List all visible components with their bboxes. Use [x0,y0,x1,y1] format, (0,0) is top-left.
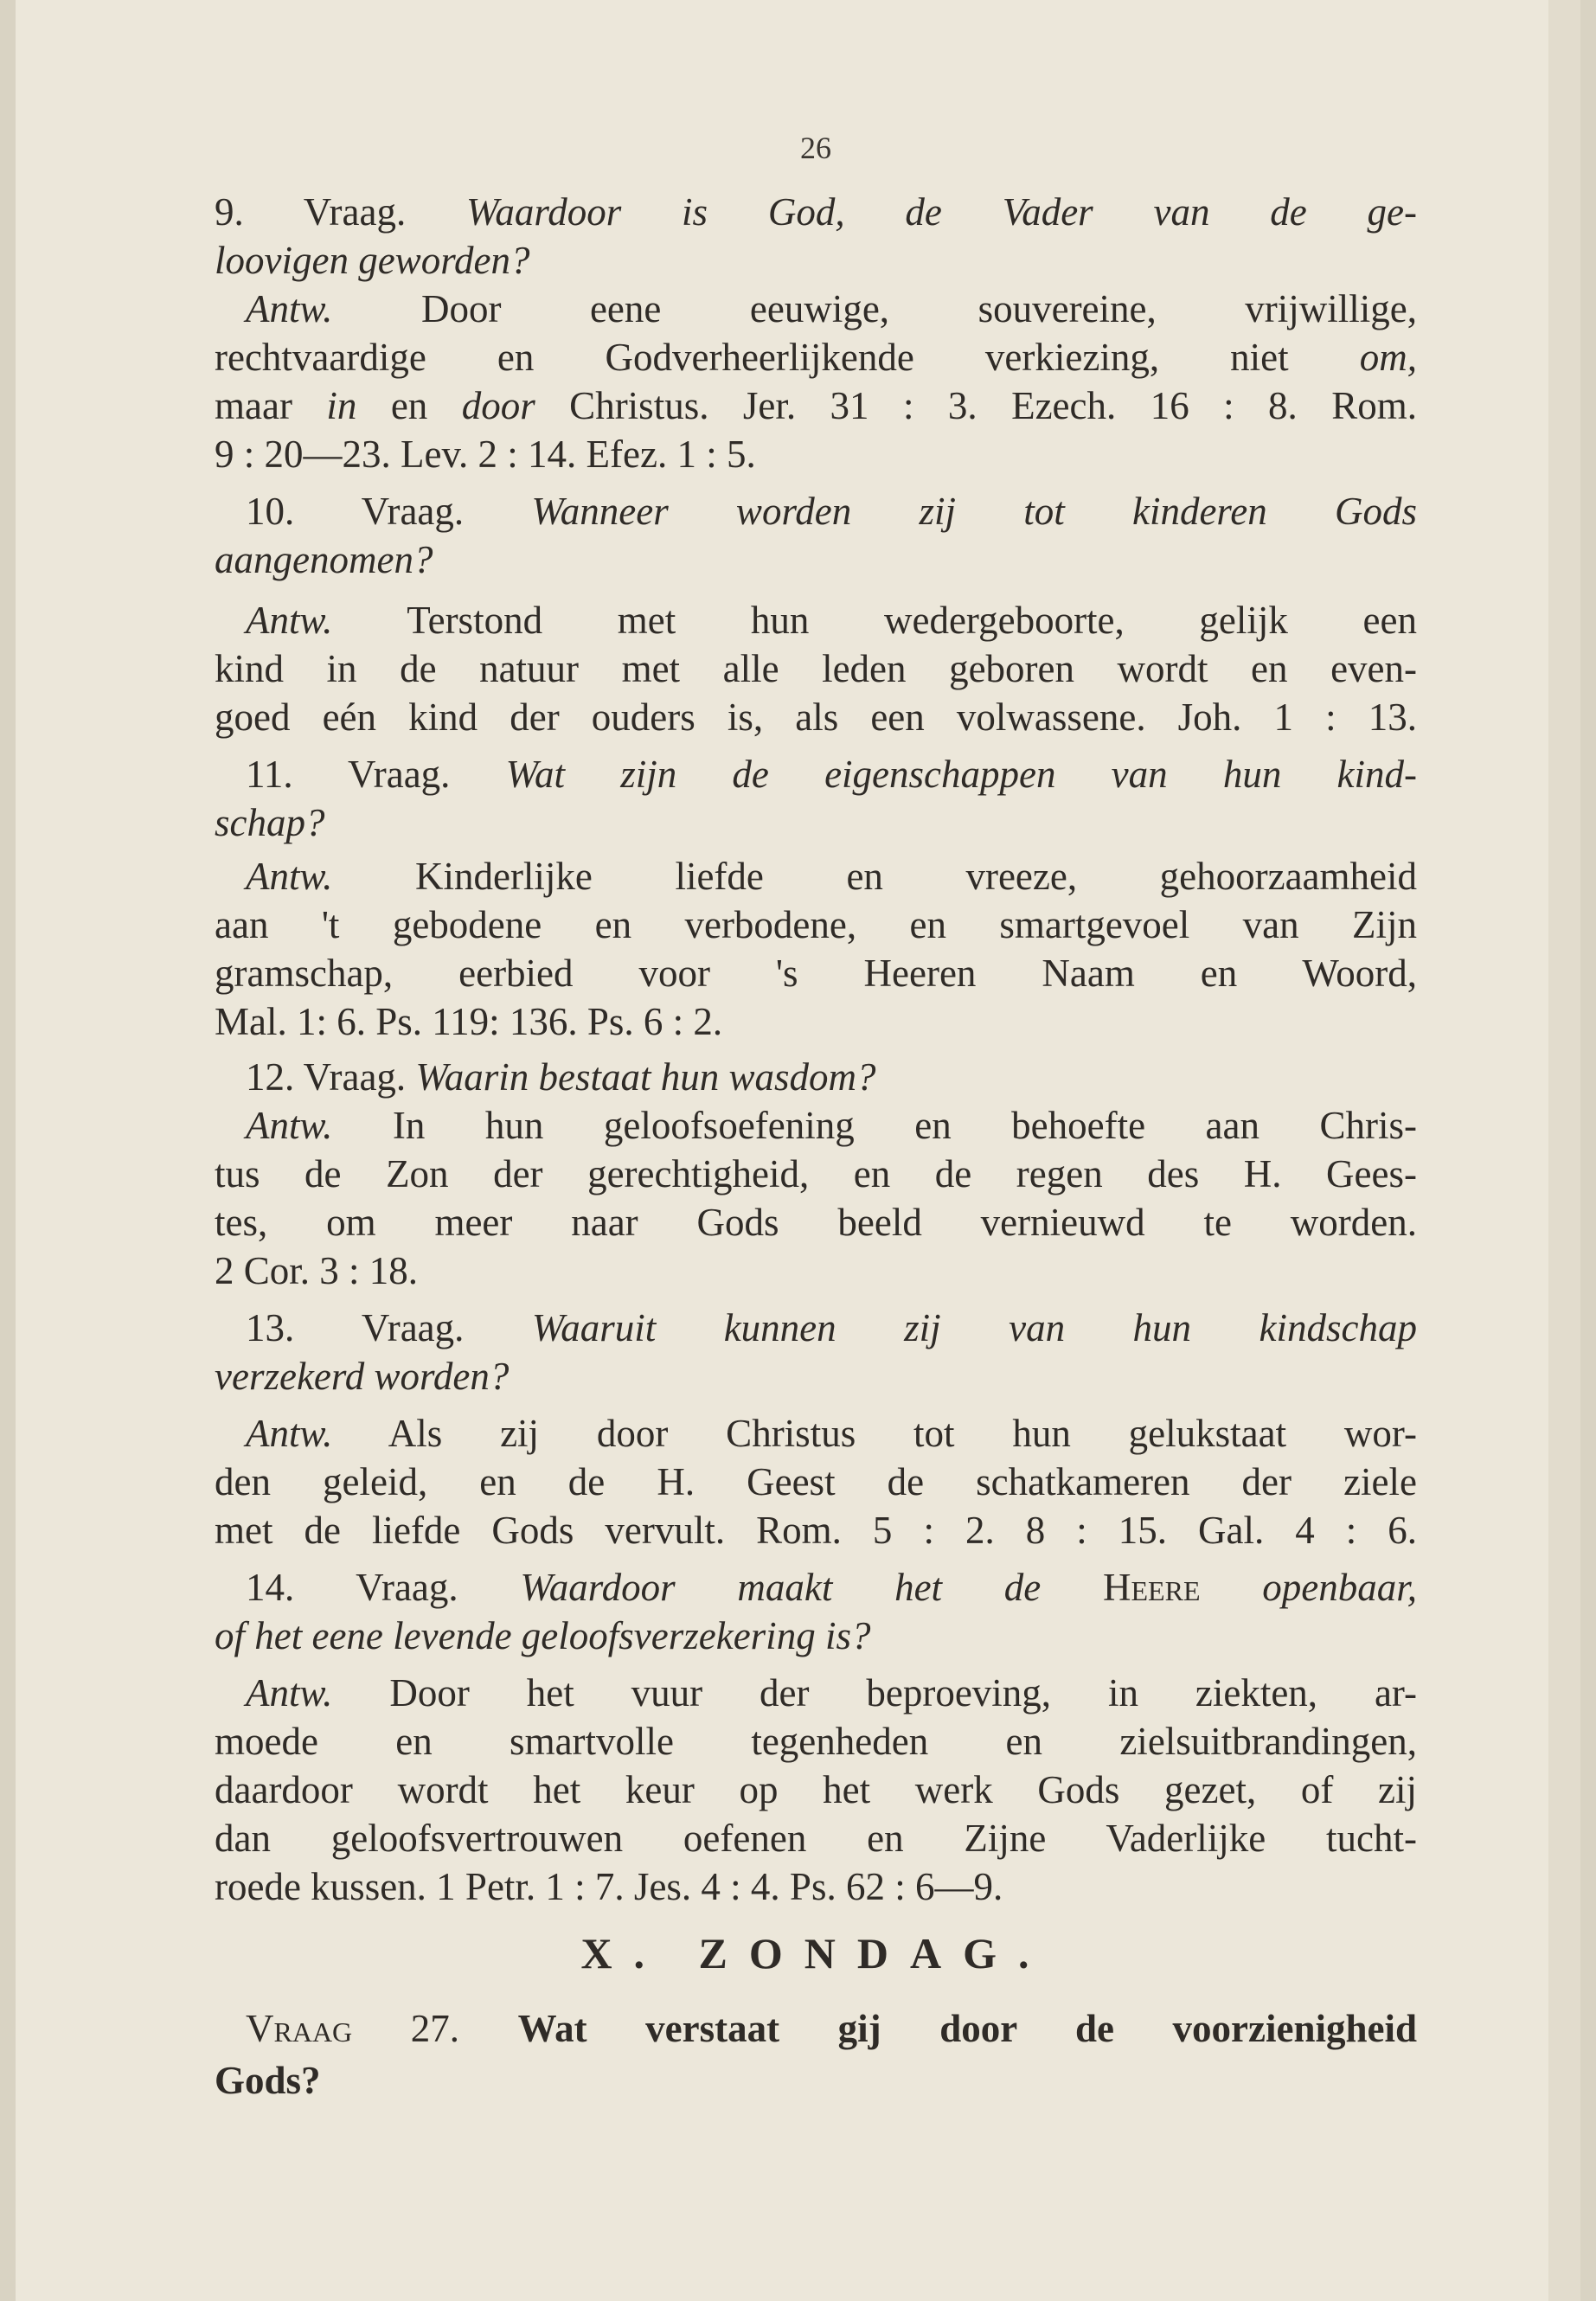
final-question-line: Gods? [215,2059,321,2102]
text-line: Antw. In hun geloofsoefening en behoefte aan Chris- [246,1104,1417,1147]
page-number: 26 [800,131,831,165]
text-line: tes, om meer naar Gods beeld vernieuwd te worden. [215,1201,1417,1244]
text-line: 11. Vraag. Wat zijn de eigenschappen van hun kind- [246,753,1417,796]
text-line: 2 Cor. 3 : 18. [215,1249,419,1292]
text-line: tus de Zon der gerechtigheid, en de regen des H. Gees- [215,1152,1417,1195]
text-line: roede kussen. 1 Petr. 1 : 7. Jes. 4 : 4. Ps. 62 : 6—9. [215,1865,1003,1908]
text-line: daardoor wordt het keur op het werk Gods gezet, of zij [215,1768,1417,1811]
text-line: moede en smartvolle tegenheden en zielsuitbrandingen, [215,1720,1417,1763]
text-line: den geleid, en de H. Geest de schatkameren der ziele [215,1460,1417,1503]
text-line: 13. Vraag. Waaruit kunnen zij van hun kindschap [246,1306,1417,1349]
text-line: aan 't gebodene en verbodene, en smartgevoel van Zijn [215,903,1417,946]
text-line: Antw. Terstond met hun wedergeboorte, gelijk een [246,599,1417,642]
text-line: 10. Vraag. Wanneer worden zij tot kinderen Gods [246,490,1417,533]
text-line: 9. Vraag. Waardoor is God, de Vader van de ge- [215,190,1417,234]
text-line: 14. Vraag. Waardoor maakt het de Heere openbaar, [246,1566,1417,1609]
text-line: met de liefde Gods vervult. Rom. 5 : 2. 8 : 15. Gal. 4 : 6. [215,1509,1417,1552]
section-heading: X. ZONDAG. [580,1929,1051,1977]
text-line: verzekerd worden? [215,1355,510,1398]
text-line: Antw. Kinderlijke liefde en vreeze, gehoorzaamheid [246,855,1417,898]
text-line: Mal. 1: 6. Ps. 119: 136. Ps. 6 : 2. [215,1000,723,1043]
text-line: 9 : 20—23. Lev. 2 : 14. Efez. 1 : 5. [215,433,756,476]
page-edge [1548,0,1580,2301]
text-line: gramschap, eerbied voor 's Heeren Naam en Woord, [215,952,1417,995]
text-line: maar in en door Christus. Jer. 31 : 3. Ezech. 16 : 8. Rom. [215,384,1417,427]
text-line: Antw. Als zij door Christus tot hun gelukstaat wor- [246,1412,1417,1455]
text-line: kind in de natuur met alle leden geboren wordt en even- [215,647,1417,690]
text-line: Antw. Door het vuur der beproeving, in ziekten, ar- [246,1671,1417,1715]
text-line: dan geloofsvertrouwen oefenen en Zijne Vaderlijke tucht- [215,1817,1417,1860]
text-line: 12. Vraag. Waarin bestaat hun wasdom? [246,1055,876,1099]
text-line: Antw. Door eene eeuwige, souvereine, vrijwillige, [246,287,1417,330]
text-line: of het eene levende geloofsverzekering is? [215,1614,871,1657]
text-line: loovigen geworden? [215,239,530,282]
text-line: aangenomen? [215,538,433,581]
text-line: schap? [215,801,325,844]
text-line: rechtvaardige en Godverheerlijkende verkiezing, niet om, [215,336,1417,379]
text-line: goed eén kind der ouders is, als een volwassene. Joh. 1 : 13. [215,695,1417,739]
final-question-line: Vraag 27. Wat verstaat gij door de voorzienigheid [246,2007,1417,2050]
